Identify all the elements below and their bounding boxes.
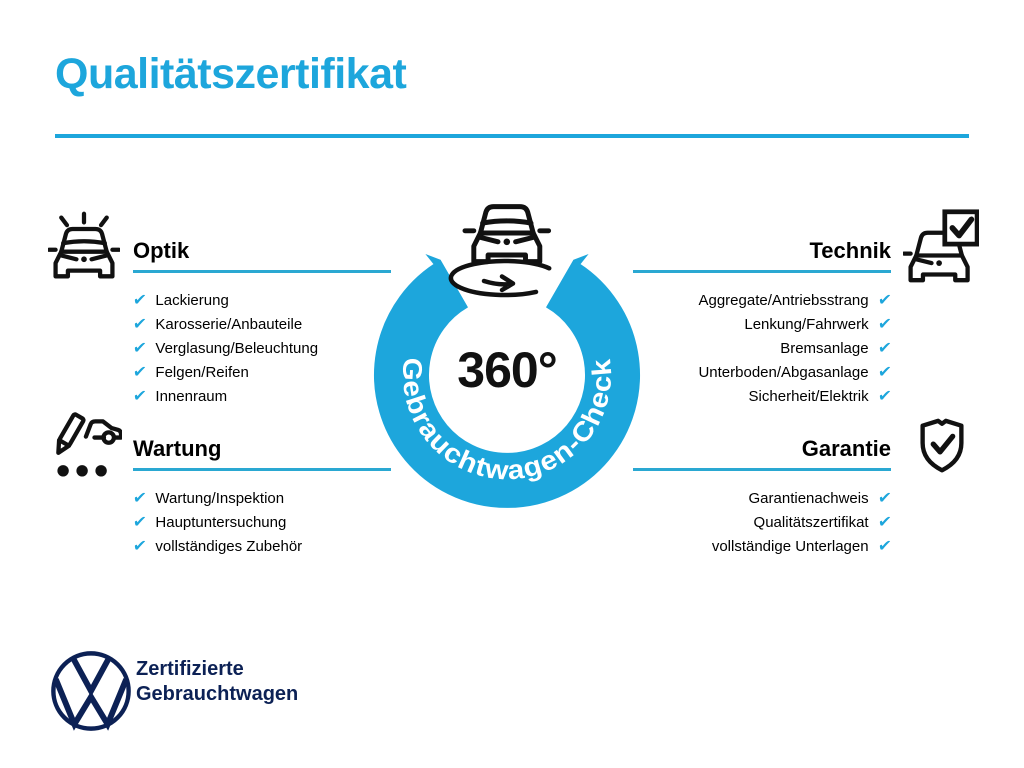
check-icon: ✔ (132, 290, 148, 309)
section-title-optik: Optik (133, 238, 190, 263)
list-item (133, 360, 391, 384)
section-underline (633, 468, 891, 471)
list-item (633, 360, 891, 384)
car-360-rotate-icon (451, 207, 549, 295)
check-icon: ✔ (132, 386, 148, 405)
section-title-wartung: Wartung (133, 436, 222, 461)
check-icon: ✔ (132, 314, 148, 333)
section-title-technik: Technik (809, 238, 891, 263)
list-item (633, 336, 891, 360)
check-icon: ✔ (876, 386, 893, 405)
list-item-label: Hauptuntersuchung (155, 513, 287, 531)
list-item (133, 336, 391, 360)
section-underline (633, 270, 891, 273)
check-icon: ✔ (876, 536, 893, 555)
list-item (633, 534, 891, 558)
footer-claim-line1: Zertifizierte (136, 658, 244, 680)
list-item-label: Lackierung (155, 291, 229, 309)
list-item-label: Sicherheit/Elektrik (748, 387, 869, 405)
check-icon: ✔ (132, 536, 148, 555)
check-icon: ✔ (132, 338, 148, 357)
list-item-label: vollständige Unterlagen (711, 537, 869, 555)
section-technik (633, 240, 891, 408)
section-underline (133, 468, 391, 471)
check-icon: ✔ (132, 512, 148, 531)
check-icon: ✔ (132, 362, 148, 381)
list-item-label: Felgen/Reifen (155, 363, 249, 381)
check-icon: ✔ (876, 314, 893, 333)
list-item (133, 534, 391, 558)
list-item-label: Aggregate/Antriebsstrang (698, 291, 869, 309)
list-item (633, 510, 891, 534)
check-icon: ✔ (876, 338, 893, 357)
page-title: Qualitätszertifikat (55, 50, 407, 98)
list-item-label: Unterboden/Abgasanlage (698, 363, 869, 381)
list-item (133, 510, 391, 534)
list-item-label: Qualitätszertifikat (753, 513, 869, 531)
check-icon: ✔ (876, 488, 893, 507)
list-item (133, 486, 391, 510)
list-item-label: Innenraum (155, 387, 228, 405)
car-checkbox-icon (903, 206, 979, 286)
footer-claim (136, 657, 298, 707)
section-title-garantie: Garantie (801, 436, 891, 461)
list-item-label: Bremsanlage (780, 339, 869, 357)
degree-label: 360° (457, 342, 557, 398)
check-icon: ✔ (132, 488, 148, 507)
list-item (633, 384, 891, 408)
list-item-label: vollständiges Zubehör (155, 537, 303, 555)
section-wartung (133, 438, 391, 558)
list-item (133, 288, 391, 312)
section-underline (133, 270, 391, 273)
check-icon: ✔ (876, 512, 893, 531)
footer-claim-line2: Gebrauchtwagen (136, 683, 299, 705)
section-optik (133, 240, 391, 408)
check-icon: ✔ (876, 290, 893, 309)
list-item-label: Wartung/Inspektion (155, 489, 285, 507)
list-item (633, 288, 891, 312)
list-item-label: Garantienachweis (748, 489, 869, 507)
list-item-label: Karosserie/Anbauteile (155, 315, 303, 333)
list-item-label: Lenkung/Fahrwerk (744, 315, 869, 333)
list-item (633, 312, 891, 336)
list-item (133, 384, 391, 408)
section-garantie (633, 438, 891, 558)
vw-logo (48, 648, 134, 734)
shield-check-icon (911, 414, 973, 482)
list-item-label: Verglasung/Beleuchtung (155, 339, 319, 357)
list-item (133, 312, 391, 336)
check-icon: ✔ (876, 362, 893, 381)
ring-curved-label: Gebrauchtwagen-Check (396, 356, 618, 486)
service-note-icon (46, 410, 122, 486)
list-item (633, 486, 891, 510)
shiny-car-icon (48, 206, 120, 286)
